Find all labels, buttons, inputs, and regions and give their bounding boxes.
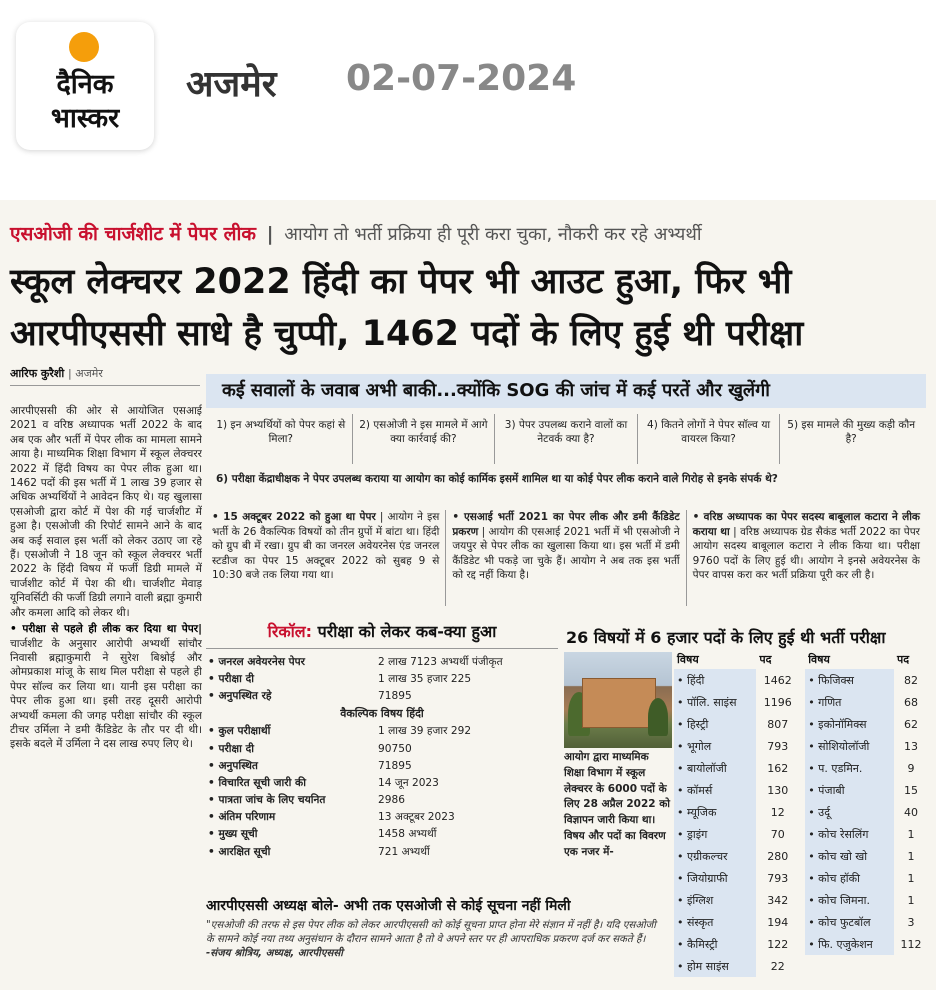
- table-row: [206, 653, 558, 670]
- statement-body: [206, 919, 666, 961]
- recall-value: 1 लाख 39 हजार 292: [378, 725, 472, 738]
- posts-cell: 40: [904, 805, 918, 819]
- dainik-bhaskar-logo: [16, 22, 154, 150]
- table-row: [674, 933, 928, 955]
- table-row: [674, 735, 928, 757]
- posts-cell: 342: [767, 893, 789, 907]
- recall-key: • आरक्षित सूची: [208, 845, 271, 858]
- recall-value: 71895: [378, 689, 412, 702]
- posts-cell: 793: [767, 871, 789, 885]
- recall-value: 721 अभ्यर्थी: [378, 845, 430, 858]
- posts-cell: 130: [767, 783, 789, 797]
- subject-cell: • कोच रेसलिंग: [805, 823, 894, 845]
- posts-cell: 122: [767, 937, 789, 951]
- byline-place: | अजमेर: [68, 367, 103, 380]
- edition-date: 02-07-2024: [346, 58, 577, 99]
- posts-cell: 112: [900, 937, 922, 951]
- posts-cell: 68: [904, 695, 918, 709]
- side-story-text: | आयोग ने इस भर्ती के 26 वैकल्पिक विषयों को तीन ग्रुपों में बांटा था। हिंदी को ग्रुप बी में रखा। ग्रुप बी का जनरल अवेयरनेस एंड जनरल स्टडीज का पेपर 15 अक्टूबर 2022 को सुबह 9 से 10:30 बजे तक लिया गया था।: [212, 511, 440, 582]
- recall-value: 2986: [378, 794, 405, 807]
- side-story-text: | वरिष्ठ अध्यापक ग्रेड सैकंड भर्ती 2022 का पेपर आयोग सदस्य बाबूलाल कटारा ने लीक किया था। परीक्षा 9760 पदों के लिए हुई थी। आयोग ने इनसे अवेयरनेस के पेपर वापस करा कर भर्ती प्रक्रिया पूरी कर ली है।: [692, 525, 920, 582]
- body-paragraph: [10, 622, 202, 752]
- subject-cell: • इंग्लिश: [674, 889, 756, 911]
- recall-key: • परीक्षा दी: [208, 742, 254, 755]
- table-row: [674, 669, 928, 691]
- subject-cell: • कैमिस्ट्री: [674, 933, 756, 955]
- subject-cell: • प. एडमिन.: [805, 757, 894, 779]
- statement-title: आरपीएससी अध्यक्ष बोले- अभी तक एसओजी से कोई सूचना नहीं मिली: [206, 898, 571, 914]
- table-row: [206, 843, 558, 860]
- table-row: [674, 801, 928, 823]
- subject-cell: • कोच खो खो: [805, 845, 894, 867]
- side-story-lead: • एसआई भर्ती 2021 का पेपर लीक और डमी कैंडिडेट प्रकरण: [452, 511, 680, 538]
- subject-cell: • गणित: [805, 691, 894, 713]
- table-row: [674, 889, 928, 911]
- questions-box: [206, 374, 926, 512]
- side-story: [206, 510, 446, 606]
- posts-cell: 9: [907, 761, 915, 775]
- subject-cell: • सोशियोलॉजी: [805, 735, 894, 757]
- subject-cell: • कॉमर्स: [674, 779, 756, 801]
- subject-cell: • जियोग्राफी: [674, 867, 756, 889]
- subject-cell: [805, 955, 894, 977]
- table-row: [674, 757, 928, 779]
- subject-cell: • पंजाबी: [805, 779, 894, 801]
- rpsc-building-photo: [564, 652, 672, 748]
- posts-cell: 280: [767, 849, 789, 863]
- posts-cell: 12: [770, 805, 785, 819]
- table-row: [206, 826, 558, 843]
- posts-cell: 194: [767, 915, 789, 929]
- recall-key: • पात्रता जांच के लिए चयनित: [208, 794, 326, 807]
- subject-cell: • फिजिक्स: [805, 669, 894, 691]
- table-row: [674, 955, 928, 977]
- recall-key: • कुल परीक्षार्थी: [208, 725, 271, 738]
- posts-cell: 82: [904, 673, 918, 687]
- posts-cell: 13: [904, 739, 918, 753]
- logo-text-line2: भास्कर: [50, 103, 120, 134]
- table-row: [206, 792, 558, 809]
- app-header: [0, 0, 936, 200]
- table-row: [206, 740, 558, 757]
- recall-value: 1458 अभ्यर्थी: [378, 828, 437, 841]
- recall-key: • परीक्षा दी: [208, 672, 254, 685]
- column-header: पद: [759, 653, 772, 666]
- recall-label: रिकॉल:: [267, 622, 313, 641]
- posts-cell: 1462: [763, 673, 792, 687]
- recall-value: 2 लाख 7123 अभ्यर्थी पंजीकृत: [378, 655, 503, 668]
- kicker-topic: एसओजी की चार्जशीट में पेपर लीक: [10, 223, 257, 245]
- side-story-lead: • 15 अक्टूबर 2022 को हुआ था पेपर: [212, 511, 376, 523]
- posts-cell: 793: [767, 739, 789, 753]
- sun-icon: [69, 32, 99, 62]
- question-item: 2) एसओजी ने इस मामले में आगे क्या कार्रवाई की?: [353, 414, 496, 464]
- question-item: 3) पेपर उपलब्ध कराने वालों का नेटवर्क क्या है?: [495, 414, 638, 464]
- posts-cell: 1: [907, 827, 915, 841]
- chairman-statement: [206, 896, 666, 961]
- table-row: [206, 670, 558, 687]
- building-shape: [582, 678, 656, 728]
- tree-shape: [648, 698, 668, 736]
- recall-value: 90750: [378, 742, 412, 755]
- recall-key: • जनरल अवेयरनेस पेपर: [208, 655, 305, 668]
- recall-value: 14 जून 2023: [378, 776, 439, 789]
- byline-author: आरिफ कुरैशी: [10, 367, 65, 380]
- table-row: [674, 823, 928, 845]
- table-row: [674, 867, 928, 889]
- recall-subheading: वैकल्पिक विषय हिंदी: [340, 707, 424, 721]
- subject-cell: • कोच जिमना.: [805, 889, 894, 911]
- article-body: [10, 404, 202, 988]
- side-story-lead: • वरिष्ठ अध्यापक का पेपर सदस्य बाबूलाल कटारा ने लीक कराया था: [692, 511, 920, 538]
- posts-cell: 15: [904, 783, 918, 797]
- posts-cell: 70: [770, 827, 785, 841]
- table-row: [206, 774, 558, 791]
- table-row: [674, 911, 928, 933]
- posts-cell: [894, 955, 928, 977]
- recall-key: • अनुपस्थित: [208, 759, 258, 772]
- headline-line-1: स्कूल लेक्चरर 2022 हिंदी का पेपर भी आउट हुआ, फिर भी: [10, 262, 792, 302]
- questions-list: [210, 414, 922, 464]
- questions-heading: कई सवालों के जवाब अभी बाकी...क्योंकि SOG की जांच में कई परतें और खुलेंगी: [206, 374, 926, 408]
- kicker: [10, 220, 926, 254]
- subject-cell: • इकोनॉमिक्स: [805, 713, 894, 735]
- newspaper-clipping: [0, 200, 936, 990]
- posts-cell: 1196: [763, 695, 792, 709]
- side-story: [687, 510, 926, 606]
- posts-cell: 1: [907, 849, 915, 863]
- statement-text: "एसओजी की तरफ से इस पेपर लीक को लेकर आरपीएससी को कोई सूचना प्राप्त होना मेरे संज्ञान में नहीं है। यदि एसओजी के सामने कोई नया तथ्य अनुसंधान के दौरान सामने आता है तो वे अपने स्तर पर ही आपराधिक प्रकरण दर्ज कर सकते हैं।: [206, 920, 656, 945]
- byline: [10, 366, 200, 386]
- subject-cell: • कोच हॉकी: [805, 867, 894, 889]
- recall-heading: [206, 620, 558, 649]
- table-header-row: [674, 650, 928, 669]
- side-story-text: | आयोग की एसआई 2021 भर्ती में भी एसओजी ने जयपुर से पेपर लीक का खुलासा किया था। इस भर्ती में डमी कैंडिडेट भी पकड़े जा चुके हैं। आयोग ने अब तक इस भर्ती को रद्द नहीं किया है।: [452, 525, 680, 582]
- subject-cell: • कोच फुटबॉल: [805, 911, 894, 933]
- recall-value: 1 लाख 35 हजार 225: [378, 672, 472, 685]
- posts-heading: 26 विषयों में 6 हजार पदों के लिए हुई थी भर्ती परीक्षा: [566, 628, 886, 647]
- recall-key: • मुख्य सूची: [208, 828, 258, 841]
- recall-key: • अनुपस्थित रहे: [208, 689, 272, 702]
- photo-caption: आयोग द्वारा माध्यमिक शिक्षा विभाग में स्कूल लेक्चरर के 6000 पदों के लिए 28 अप्रैल 2022 को विज्ञापन जारी किया था। विषय और पदों का विवरण एक नजर में-: [564, 751, 671, 858]
- subject-cell: • भूगोल: [674, 735, 756, 757]
- posts-table: [674, 650, 928, 977]
- subject-cell: • एग्रीकल्चर: [674, 845, 756, 867]
- posts-cell: 3: [907, 915, 915, 929]
- subject-cell: • बायोलॉजी: [674, 757, 756, 779]
- recall-value: 71895: [378, 759, 412, 772]
- column-header: विषय: [677, 653, 699, 666]
- logo-text-line1: दैनिक: [56, 69, 114, 100]
- recall-box: [206, 620, 558, 910]
- recall-table: [206, 653, 558, 860]
- table-row: [206, 757, 558, 774]
- subject-cell: • संस्कृत: [674, 911, 756, 933]
- kicker-subtopic: आयोग तो भर्ती प्रक्रिया ही पूरी करा चुका, नौकरी कर रहे अभ्यर्थी: [284, 224, 702, 245]
- question-item: 4) कितने लोगों ने पेपर सॉल्व या वायरल किया?: [638, 414, 781, 464]
- posts-cell: 807: [767, 717, 789, 731]
- recall-key: • विचारित सूची जारी की: [208, 776, 306, 789]
- posts-cell: 1: [907, 871, 915, 885]
- question-item: 1) इन अभ्यर्थियों को पेपर कहां से मिला?: [210, 414, 353, 464]
- subject-cell: • म्यूजिक: [674, 801, 756, 823]
- body-lead: • परीक्षा से पहले ही लीक कर दिया था पेपर|: [10, 623, 202, 636]
- side-stories: [206, 510, 926, 606]
- column-header: विषय: [808, 653, 830, 666]
- recall-value: 13 अक्टूबर 2023: [378, 811, 455, 824]
- table-row: [206, 723, 558, 740]
- subject-cell: • हिंदी: [674, 669, 756, 691]
- subject-cell: • ड्राइंग: [674, 823, 756, 845]
- column-header: पद: [897, 653, 910, 666]
- kicker-separator: |: [266, 223, 274, 245]
- edition-city: अजमेर: [186, 64, 277, 105]
- question-item-6: 6) परीक्षा केंद्राधीक्षक ने पेपर उपलब्ध कराया या आयोग का कोई कार्मिक इसमें शामिल था या कोई पेपर लीक कराने वाले गिरोह से इनके संपर्क थे?: [216, 473, 778, 485]
- subject-cell: • हिस्ट्री: [674, 713, 756, 735]
- recall-title: परीक्षा को लेकर कब-क्या हुआ: [317, 622, 497, 641]
- recall-key: • अंतिम परिणाम: [208, 811, 276, 824]
- posts-cell: 162: [767, 761, 789, 775]
- posts-table-body: [674, 669, 928, 977]
- side-story: [446, 510, 686, 606]
- subject-cell: • उर्दू: [805, 801, 894, 823]
- statement-signature: -संजय श्रोत्रिय, अध्यक्ष, आरपीएससी: [206, 948, 343, 959]
- subject-cell: • पॉलि. साइंस: [674, 691, 756, 713]
- body-text: चार्जशीट के अनुसार आरोपी अभ्यर्थी सांचौर निवासी ब्रह्माकुमारी ने सुरेश बिश्नोई और ओमप्रकाश मांजू के साथ मिल परीक्षा से पहले ही पेपर सॉल्व कर लिया था। यानी इस परीक्षा का पेपर लीक हुआ था। इसी तरह दूसरी आरोपी अभ्यर्थी कमला की जगह परीक्षा सांचौर की स्कूल टीचर उर्मिला ने डमी कैंडिडेट के तौर पर दी थी। इसके बदले में उर्मिला ने दस लाख रुपए लिए थे।: [10, 637, 202, 751]
- headline-line-2: आरपीएससी साधे है चुप्पी, 1462 पदों के लिए हुई थी परीक्षा: [10, 314, 804, 354]
- subject-cell: • फि. एजुकेशन: [805, 933, 894, 955]
- subject-cell: • होम साइंस: [674, 955, 756, 977]
- table-row: [206, 705, 558, 723]
- table-row: [206, 687, 558, 704]
- table-row: [206, 809, 558, 826]
- question-item: 5) इस मामले की मुख्य कड़ी कौन है?: [787, 419, 916, 445]
- table-row: [674, 779, 928, 801]
- table-row: [674, 713, 928, 735]
- table-row: [674, 691, 928, 713]
- posts-cell: 62: [904, 717, 918, 731]
- body-paragraph: आरपीएससी की ओर से आयोजित एसआई 2021 व वरिष्ठ अध्यापक भर्ती 2022 के बाद अब एक और भर्ती में पेपर लीक का मामला सामने आया है। माध्यमिक शिक्षा विभाग में स्कूल लेक्चरर 2022 में हिंदी विषय का पेपर लीक हुआ था। 1462 पदों की इस भर्ती में 1 लाख 39 हजार से अधिक अभ्यर्थियों ने आवेदन किए थे। यह खुलासा एसओजी द्वारा कोर्ट में पेश की गई चार्जशीट में हुआ है। एसओजी की रिपोर्ट सामने आने के बाद अब कई सवाल इस भर्ती को लेकर उठाए जा रहे हैं। एसओजी ने 18 जून को स्कूल लेक्चरर भर्ती 2022 के हिंदी विषय में फर्जी डिग्री मामले में चार्जशीट कोर्ट में पेश की थी। चार्जशीट मेवाड़ यूनिवर्सिटी की फर्जी डिग्री लगाने वाली ब्रह्मा कुमारी और कमला आदि को लेकर थी।: [10, 405, 202, 619]
- table-row: [674, 845, 928, 867]
- posts-cell: 22: [770, 959, 785, 973]
- posts-cell: 1: [907, 893, 915, 907]
